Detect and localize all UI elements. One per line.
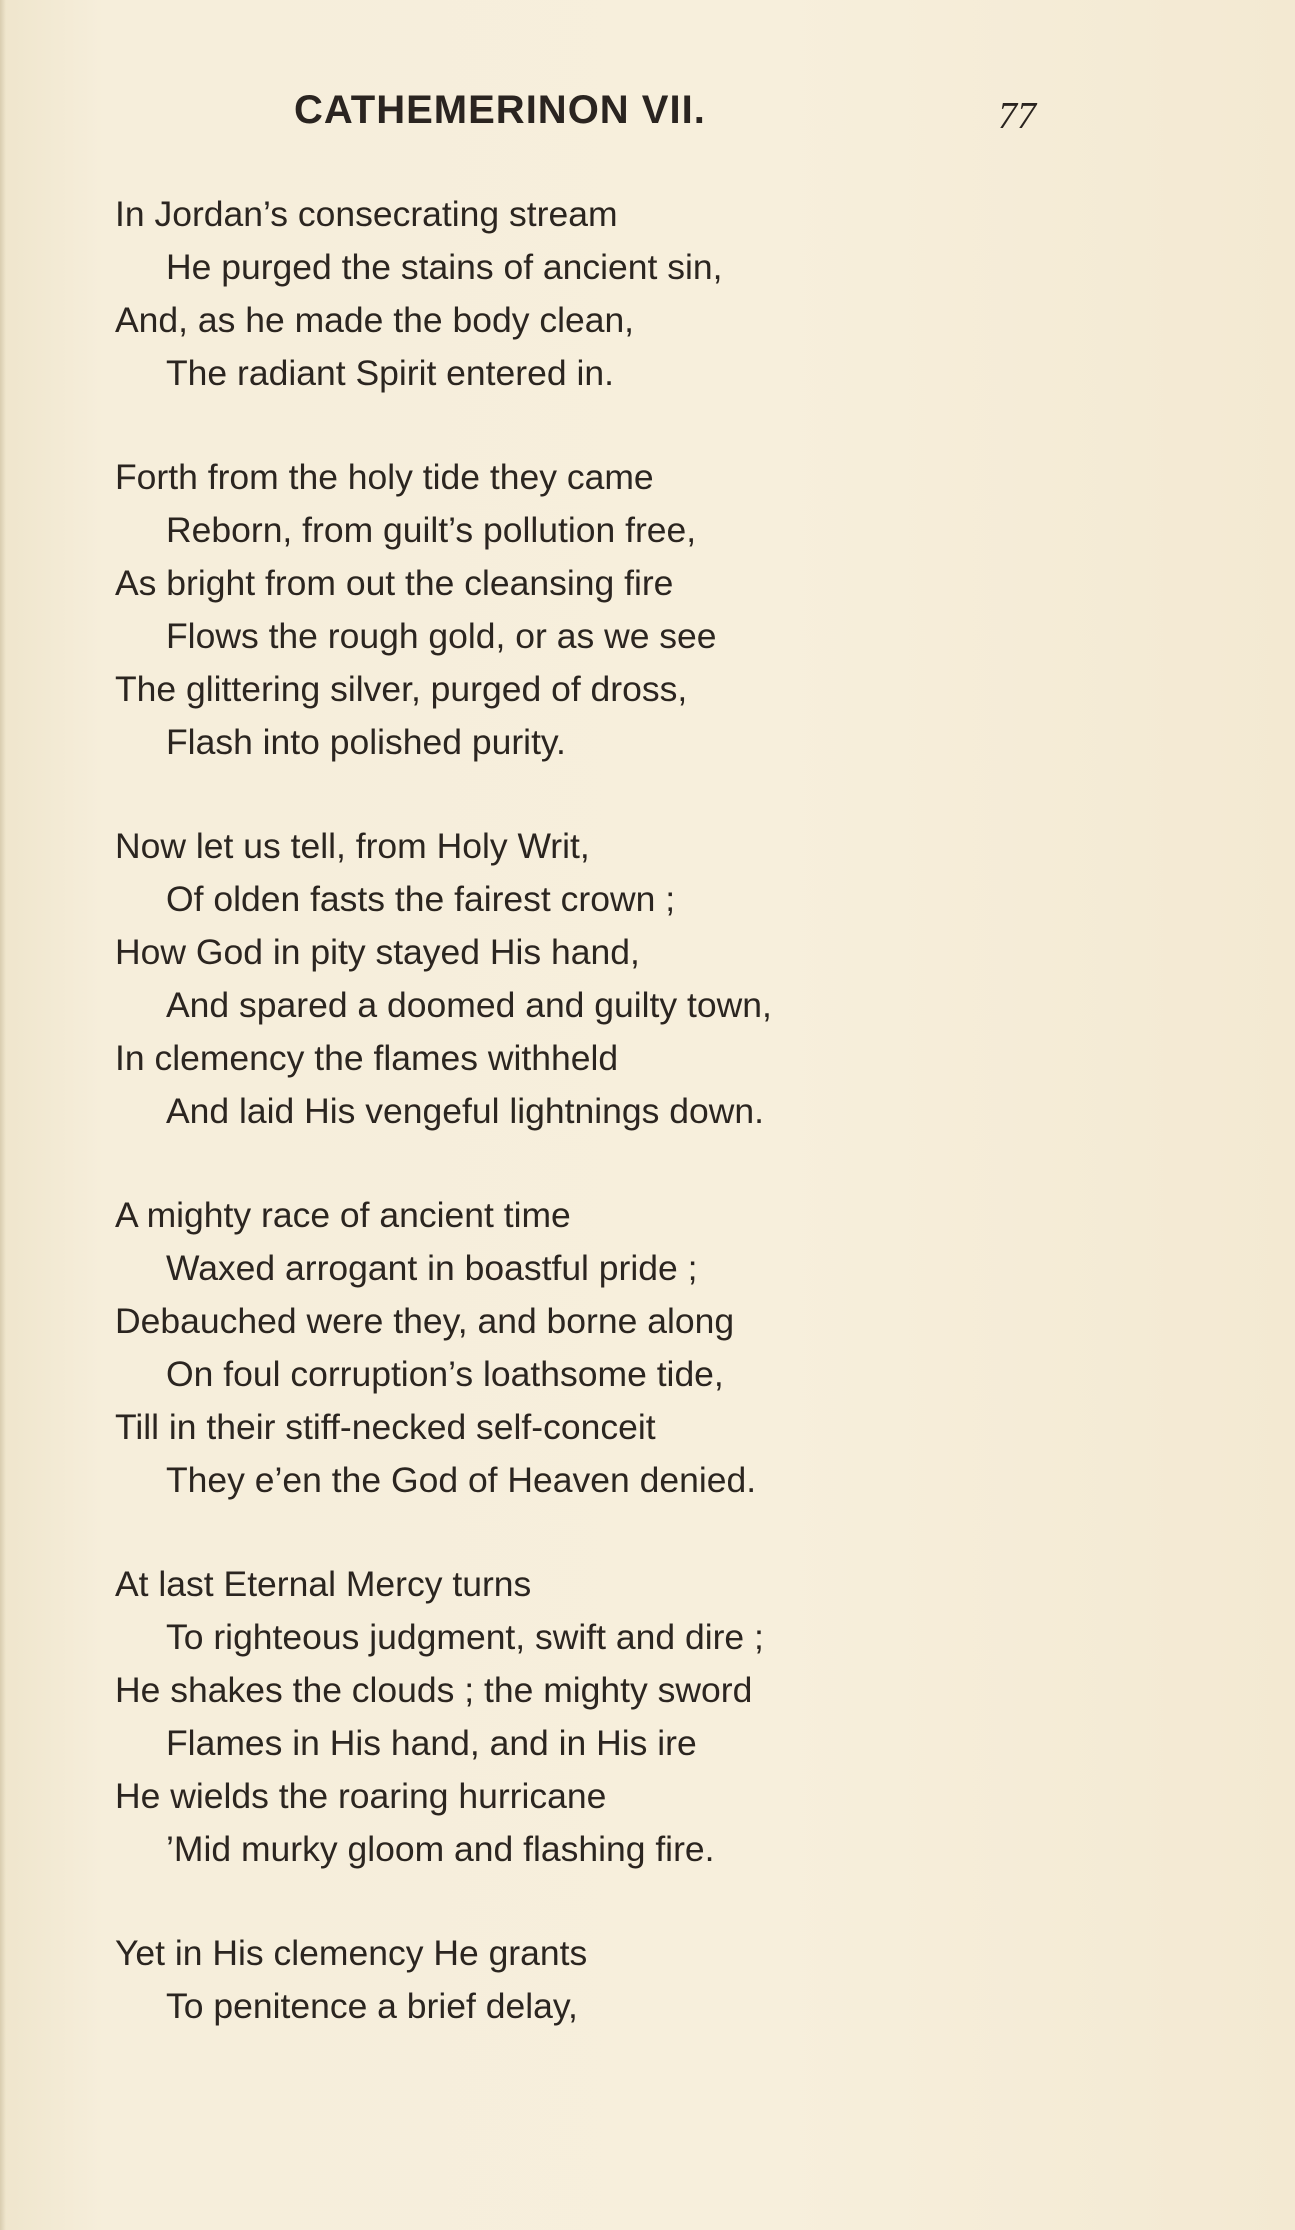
poem-line: Forth from the holy tide they came <box>115 457 654 497</box>
stanza <box>115 1927 1215 2033</box>
poem-line: ’Mid murky gloom and flashing fire. <box>166 1829 715 1869</box>
poem-line: And spared a doomed and guilty town, <box>166 985 772 1025</box>
poem-line: He shakes the clouds ; the mighty sword <box>115 1670 753 1710</box>
page-gutter-edge <box>0 0 6 2230</box>
stanza <box>115 451 1215 769</box>
poem-line: At last Eternal Mercy turns <box>115 1564 532 1604</box>
poem-line: How God in pity stayed His hand, <box>115 932 640 972</box>
poem-line: Reborn, from guilt’s pollution free, <box>166 510 697 550</box>
poem-line: And laid His vengeful lightnings down. <box>166 1091 764 1131</box>
page-number: 77 <box>998 95 1036 137</box>
stanza <box>115 1189 1215 1507</box>
poem-line: They e’en the God of Heaven denied. <box>166 1460 757 1500</box>
poem-line: Now let us tell, from Holy Writ, <box>115 826 590 866</box>
stanza <box>115 820 1215 1138</box>
poem-line: Flames in His hand, and in His ire <box>166 1723 697 1763</box>
stanza <box>115 188 1215 400</box>
poem-line: To penitence a brief delay, <box>166 1986 578 2026</box>
poem-line: To righteous judgment, swift and dire ; <box>166 1617 764 1657</box>
stanza <box>115 1558 1215 1876</box>
poem-line: Debauched were they, and borne along <box>115 1301 735 1341</box>
poem-line: The radiant Spirit entered in. <box>166 353 614 393</box>
poem-line: Yet in His clemency He grants <box>115 1933 588 1973</box>
page-header <box>0 88 1295 148</box>
running-title: CATHEMERINON VII. <box>294 88 706 132</box>
poem-line: In Jordan’s consecrating stream <box>115 194 618 234</box>
poem-line: As bright from out the cleansing fire <box>115 563 674 603</box>
poem-line: Flash into polished purity. <box>166 722 566 762</box>
poem-line: He wields the roaring hurricane <box>115 1776 607 1816</box>
poem-line: Flows the rough gold, or as we see <box>166 616 717 656</box>
poem-line: Waxed arrogant in boastful pride ; <box>166 1248 698 1288</box>
poem-line: On foul corruption’s loathsome tide, <box>166 1354 724 1394</box>
poem-line: Of olden fasts the fairest crown ; <box>166 879 676 919</box>
poem-line: The glittering silver, purged of dross, <box>115 669 688 709</box>
poem-line: And, as he made the body clean, <box>115 300 635 340</box>
poem-line: In clemency the flames withheld <box>115 1038 619 1078</box>
poem-line: A mighty race of ancient time <box>115 1195 571 1235</box>
poem-line: He purged the stains of ancient sin, <box>166 247 723 287</box>
poem-line: Till in their stiff-necked self-conceit <box>115 1407 656 1447</box>
poem-body <box>115 188 1215 2084</box>
